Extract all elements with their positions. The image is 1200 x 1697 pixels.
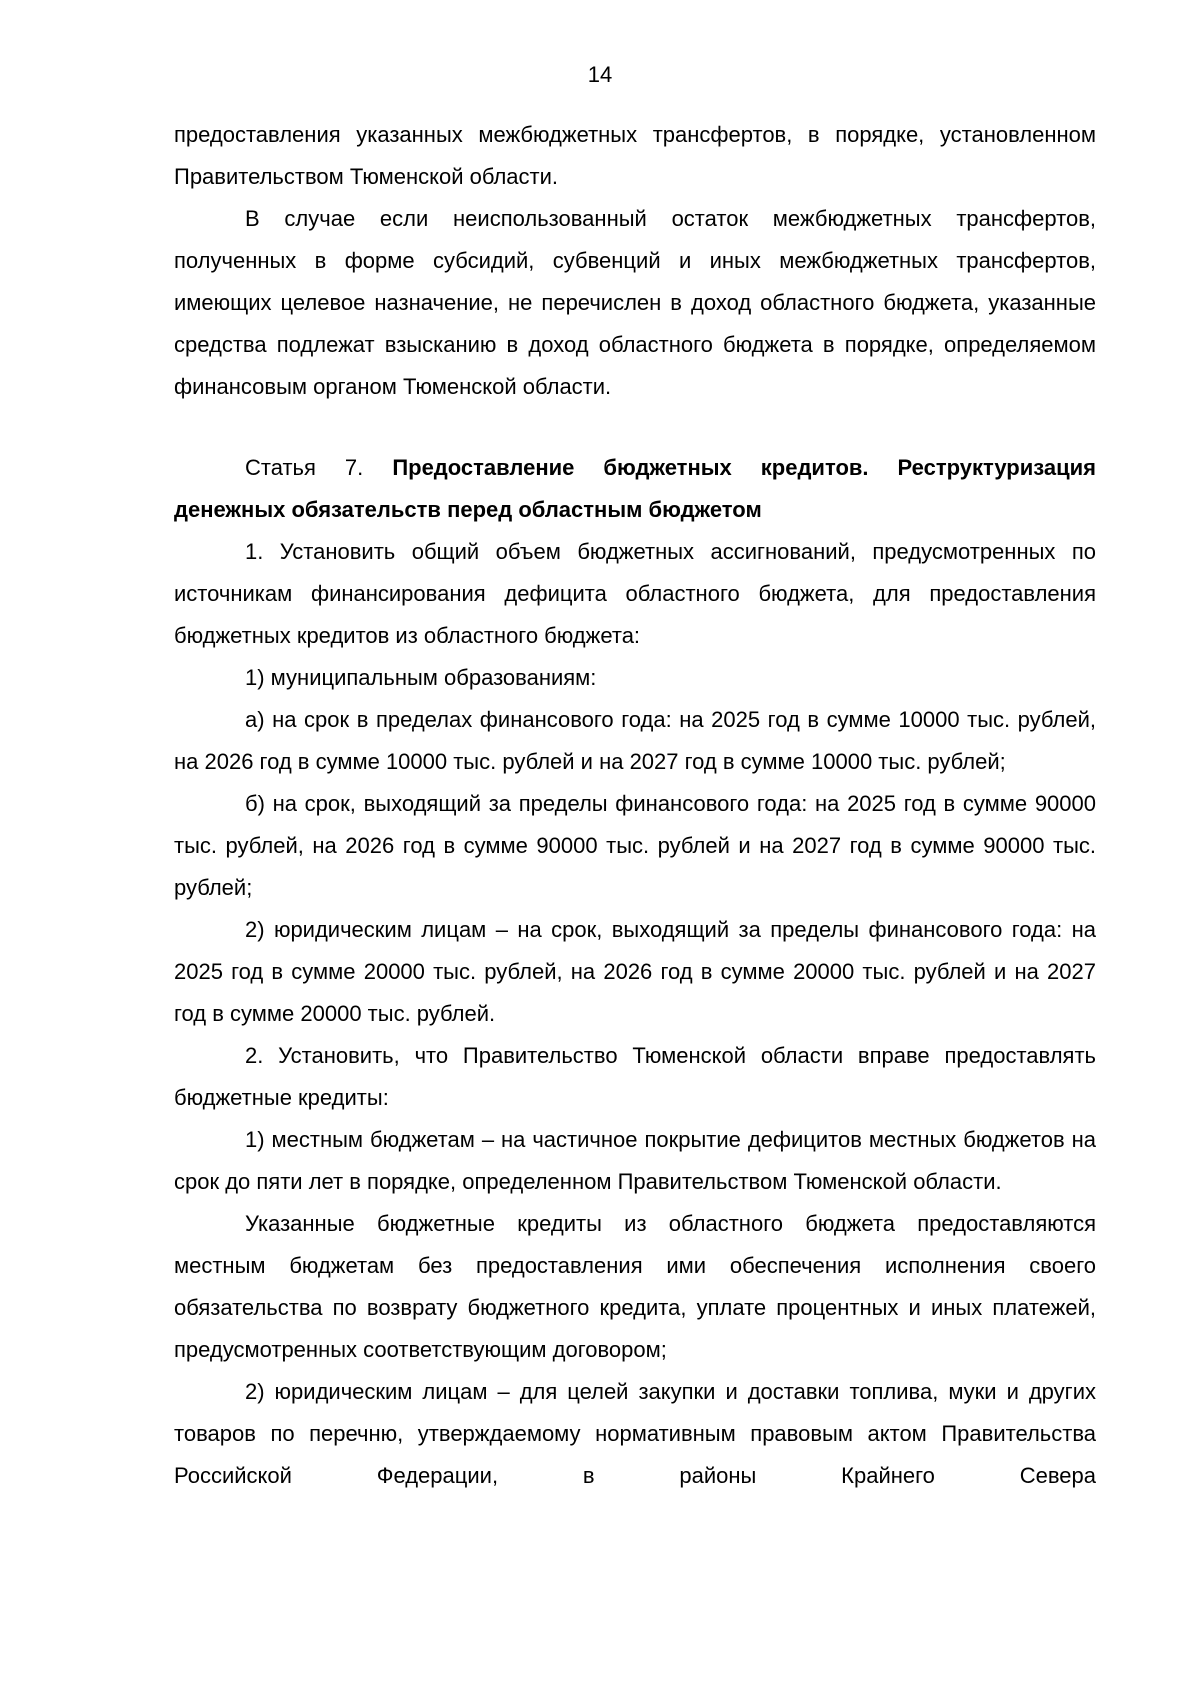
item-1: 1. Установить общий объем бюджетных ассигнований, предусмотренных по источникам финансирования дефицита областного бюджета, для предоставления бюджетных кредитов из областного бюджета: (174, 539, 1096, 648)
item-2-1: 1) местным бюджетам – на частичное покрытие дефицитов местных бюджетов на срок до пяти лет в порядке, определенном Правительством Тюменской области. (174, 1127, 1096, 1194)
paragraph-continuation: предоставления указанных межбюджетных трансфертов, в порядке, установленном Правительством Тюменской области. (174, 122, 1096, 189)
article-title: Предоставление бюджетных кредитов. Реструктуризация денежных обязательств перед областным бюджетом (174, 455, 1097, 522)
item-1-1-b: б) на срок, выходящий за пределы финансового года: на 2025 год в сумме 90000 тыс. рублей, на 2026 год в сумме 90000 тыс. рублей и на 2027 год в сумме 90000 тыс. рублей; (174, 791, 1096, 900)
item-2-2: 2) юридическим лицам – для целей закупки и доставки топлива, муки и других товаров по перечню, утверждаемому нормативным правовым актом Правительства Российской Федерации, в районы Крайнего Севера (174, 1379, 1096, 1488)
page-number: 14 (587, 62, 613, 87)
document-body (174, 114, 1096, 1497)
item-2: 2. Установить, что Правительство Тюменской области вправе предоставлять бюджетные кредиты: (174, 1043, 1096, 1110)
article-heading (174, 447, 1096, 531)
item-1-2: 2) юридическим лицам – на срок, выходящий за пределы финансового года: на 2025 год в сумме 20000 тыс. рублей, на 2026 год в сумме 20000 тыс. рублей и на 2027 год в сумме 20000 тыс. рублей. (174, 917, 1096, 1026)
item-2-1-note: Указанные бюджетные кредиты из областного бюджета предоставляются местным бюджетам без предоставления ими обеспечения исполнения своего обязательства по возврату бюджетного кредита, уплате процентных и иных платежей, предусмотренных соответствующим договором; (174, 1211, 1096, 1362)
item-1-1-a: а) на срок в пределах финансового года: на 2025 год в сумме 10000 тыс. рублей, на 2026 год в сумме 10000 тыс. рублей и на 2027 год в сумме 10000 тыс. рублей; (174, 707, 1096, 774)
item-1-1: 1) муниципальным образованиям: (245, 665, 597, 690)
paragraph-unused-balance: В случае если неиспользованный остаток межбюджетных трансфертов, полученных в форме субсидий, субвенций и иных межбюджетных трансфертов, имеющих целевое назначение, не перечислен в доход областного бюджета, указанные средства подлежат взысканию в доход областного бюджета в порядке, определяемом финансовым органом Тюменской области. (174, 206, 1096, 399)
article-prefix: Статья 7. (245, 455, 393, 480)
